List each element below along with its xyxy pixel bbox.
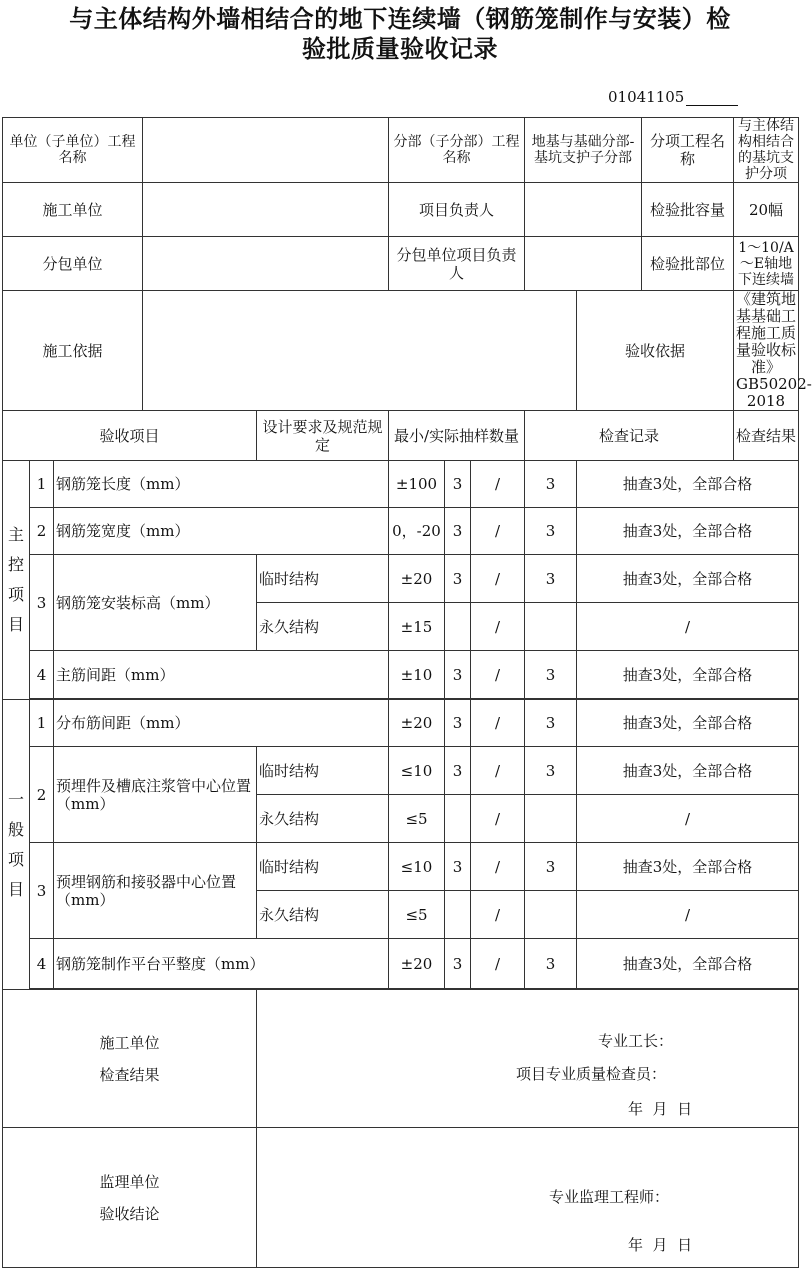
sub-pm-label: 分包单位项目负责人 [389, 237, 525, 291]
sample-actual[interactable]: 3 [525, 508, 577, 555]
item-name: 钢筋笼长度（mm） [54, 461, 389, 508]
check-record[interactable]: 抽查3处，全部合格 [577, 843, 799, 891]
check-record[interactable]: 抽查3处，全部合格 [577, 747, 799, 795]
col-record: 检查记录 [525, 411, 734, 461]
foreman-label: 专业工长： [598, 1032, 674, 1050]
table-row [3, 555, 799, 603]
sample-sep: / [471, 843, 525, 891]
item-no: 1 [30, 461, 54, 508]
sample-min[interactable]: 3 [445, 700, 471, 747]
sample-min[interactable] [445, 891, 471, 939]
item-spec: ±15 [389, 603, 445, 651]
sample-min[interactable]: 3 [445, 555, 471, 603]
supervision-label [3, 1128, 257, 1268]
table-row [3, 939, 799, 989]
general-label-char: 般 [7, 819, 24, 839]
sample-min[interactable]: 3 [445, 651, 471, 699]
supervision-row [3, 1128, 799, 1268]
contractor-date: 年 月 日 [628, 1100, 693, 1118]
contractor-label: 施工单位 [3, 183, 143, 237]
title-line-2: 验批质量验收记录 [302, 35, 498, 63]
subcontractor-value[interactable] [143, 237, 389, 291]
sample-actual[interactable] [525, 795, 577, 843]
table-row [3, 461, 799, 508]
item-name: 钢筋笼安装标高（mm） [54, 555, 257, 651]
contractor-value[interactable] [143, 183, 389, 237]
col-sample: 最小/实际抽样数量 [389, 411, 525, 461]
sample-actual[interactable]: 3 [525, 843, 577, 891]
pm-value[interactable] [525, 183, 642, 237]
supervision-label-1: 监理单位 [99, 1172, 160, 1191]
main-label-char: 主 [7, 525, 24, 544]
item-spec: ≤10 [389, 747, 445, 795]
main-label-char: 项 [7, 585, 24, 604]
sample-sep: / [471, 651, 525, 699]
sample-sep: / [471, 508, 525, 555]
sample-actual[interactable]: 3 [525, 555, 577, 603]
unit-value[interactable] [143, 118, 389, 183]
capacity-label: 检验批容量 [642, 183, 734, 237]
subitem-value[interactable]: 与主体结构相结合的基坑支护分项 [734, 118, 799, 183]
sub-item-name: 永久结构 [257, 795, 389, 843]
general-label-char: 一 [7, 789, 24, 809]
title-line-1: 与主体结构外墙相结合的地下连续墙（钢筋笼制作与安装）检 [69, 5, 731, 33]
sub-item-name: 永久结构 [257, 891, 389, 939]
sample-min[interactable] [445, 603, 471, 651]
check-record[interactable]: 抽查3处，全部合格 [577, 508, 799, 555]
sample-sep: / [471, 555, 525, 603]
supervision-date: 年 月 日 [628, 1236, 693, 1254]
sample-min[interactable]: 3 [445, 747, 471, 795]
table-row [3, 747, 799, 795]
acceptance-basis-value[interactable]: 《建筑地基基础工程施工质量验收标准》GB50202-2018 [734, 291, 799, 411]
general-items-label [3, 700, 30, 990]
check-record[interactable]: 抽查3处，全部合格 [577, 651, 799, 699]
sample-min[interactable]: 3 [445, 508, 471, 555]
subitem-label: 分项工程名称 [642, 118, 734, 183]
table-row [3, 843, 799, 891]
item-name: 分布筋间距（mm） [54, 700, 389, 747]
check-record[interactable]: / [577, 795, 799, 843]
sub-item-name: 临时结构 [257, 747, 389, 795]
page-title [0, 4, 800, 64]
general-label-char: 项 [7, 849, 24, 869]
sample-sep: / [471, 700, 525, 747]
main-items-label [3, 461, 30, 700]
contractor-check-label-1: 施工单位 [99, 1033, 160, 1052]
sample-actual[interactable] [525, 603, 577, 651]
sample-sep: / [471, 891, 525, 939]
unit-label: 单位（子单位）工程名称 [3, 118, 143, 183]
item-spec: ≤5 [389, 891, 445, 939]
capacity-value[interactable]: 20幅 [734, 183, 799, 237]
contractor-check-label [3, 990, 257, 1128]
contractor-check-label-2: 检查结果 [99, 1065, 160, 1084]
sub-item-name: 临时结构 [257, 843, 389, 891]
sample-sep: / [471, 461, 525, 508]
item-no: 2 [30, 747, 54, 843]
table-row [3, 651, 799, 699]
location-label: 检验批部位 [642, 237, 734, 291]
item-no: 4 [30, 939, 54, 989]
item-spec: 0，-20 [389, 508, 445, 555]
supervision-content[interactable] [257, 1128, 799, 1268]
item-name: 预埋件及槽底注浆管中心位置（mm） [54, 747, 257, 843]
item-name: 钢筋笼制作平台平整度（mm） [54, 939, 389, 989]
form-code-underline [686, 89, 738, 106]
sample-actual[interactable]: 3 [525, 747, 577, 795]
item-spec: ≤5 [389, 795, 445, 843]
check-record[interactable]: 抽查3处，全部合格 [577, 555, 799, 603]
division-label: 分部（子分部）工程名称 [389, 118, 525, 183]
pm-label: 项目负责人 [389, 183, 525, 237]
basis-value[interactable] [143, 291, 577, 411]
inspection-table [2, 117, 812, 1268]
main-label-char: 目 [7, 615, 24, 634]
item-spec: ±100 [389, 461, 445, 508]
table-row [3, 508, 799, 555]
item-name: 预埋钢筋和接驳器中心位置（mm） [54, 843, 257, 939]
item-no: 3 [30, 555, 54, 651]
item-spec: ±20 [389, 939, 445, 989]
contractor-check-content[interactable] [257, 990, 799, 1128]
sub-item-name: 临时结构 [257, 555, 389, 603]
check-record[interactable]: / [577, 603, 799, 651]
sample-sep: / [471, 795, 525, 843]
sample-min[interactable]: 3 [445, 461, 471, 508]
sub-item-name: 永久结构 [257, 603, 389, 651]
item-name: 钢筋笼宽度（mm） [54, 508, 389, 555]
acceptance-basis-label: 验收依据 [577, 291, 734, 411]
item-no: 3 [30, 843, 54, 939]
form-code [608, 88, 738, 106]
division-value[interactable]: 地基与基础分部-基坑支护子分部 [525, 118, 642, 183]
item-no: 1 [30, 700, 54, 747]
item-spec: ±10 [389, 651, 445, 699]
supervision-label-2: 验收结论 [99, 1204, 160, 1223]
col-item: 验收项目 [3, 411, 257, 461]
general-label-char: 目 [7, 879, 24, 899]
sample-sep: / [471, 939, 525, 989]
sample-sep: / [471, 603, 525, 651]
form-code-number: 01041105 [608, 88, 685, 106]
sample-actual[interactable]: 3 [525, 461, 577, 508]
item-name: 主筋间距（mm） [54, 651, 389, 699]
sample-min[interactable]: 3 [445, 939, 471, 989]
sample-actual[interactable]: 3 [525, 700, 577, 747]
sample-actual[interactable] [525, 891, 577, 939]
basis-label: 施工依据 [3, 291, 143, 411]
item-no: 4 [30, 651, 54, 699]
sample-actual[interactable]: 3 [525, 651, 577, 699]
item-spec: ±20 [389, 700, 445, 747]
location-value[interactable]: 1～10/A～E轴地下连续墙 [734, 237, 799, 291]
main-label-char: 控 [7, 555, 24, 574]
quality-inspector-label: 项目专业质量检查员： [516, 1065, 667, 1083]
check-record[interactable]: / [577, 891, 799, 939]
item-spec: ≤10 [389, 843, 445, 891]
item-no: 2 [30, 508, 54, 555]
table-row [3, 700, 799, 747]
col-result: 检查结果 [734, 411, 799, 461]
supervising-engineer-label: 专业监理工程师： [549, 1188, 670, 1206]
sample-sep: / [471, 747, 525, 795]
sub-pm-value[interactable] [525, 237, 642, 291]
item-spec: ±20 [389, 555, 445, 603]
check-record[interactable]: 抽查3处，全部合格 [577, 939, 799, 989]
sample-min[interactable] [445, 795, 471, 843]
subcontractor-label: 分包单位 [3, 237, 143, 291]
check-record[interactable]: 抽查3处，全部合格 [577, 700, 799, 747]
sample-min[interactable]: 3 [445, 843, 471, 891]
col-design: 设计要求及规范规定 [257, 411, 389, 461]
sample-actual[interactable]: 3 [525, 939, 577, 989]
contractor-check-row [3, 990, 799, 1128]
check-record[interactable]: 抽查3处，全部合格 [577, 461, 799, 508]
